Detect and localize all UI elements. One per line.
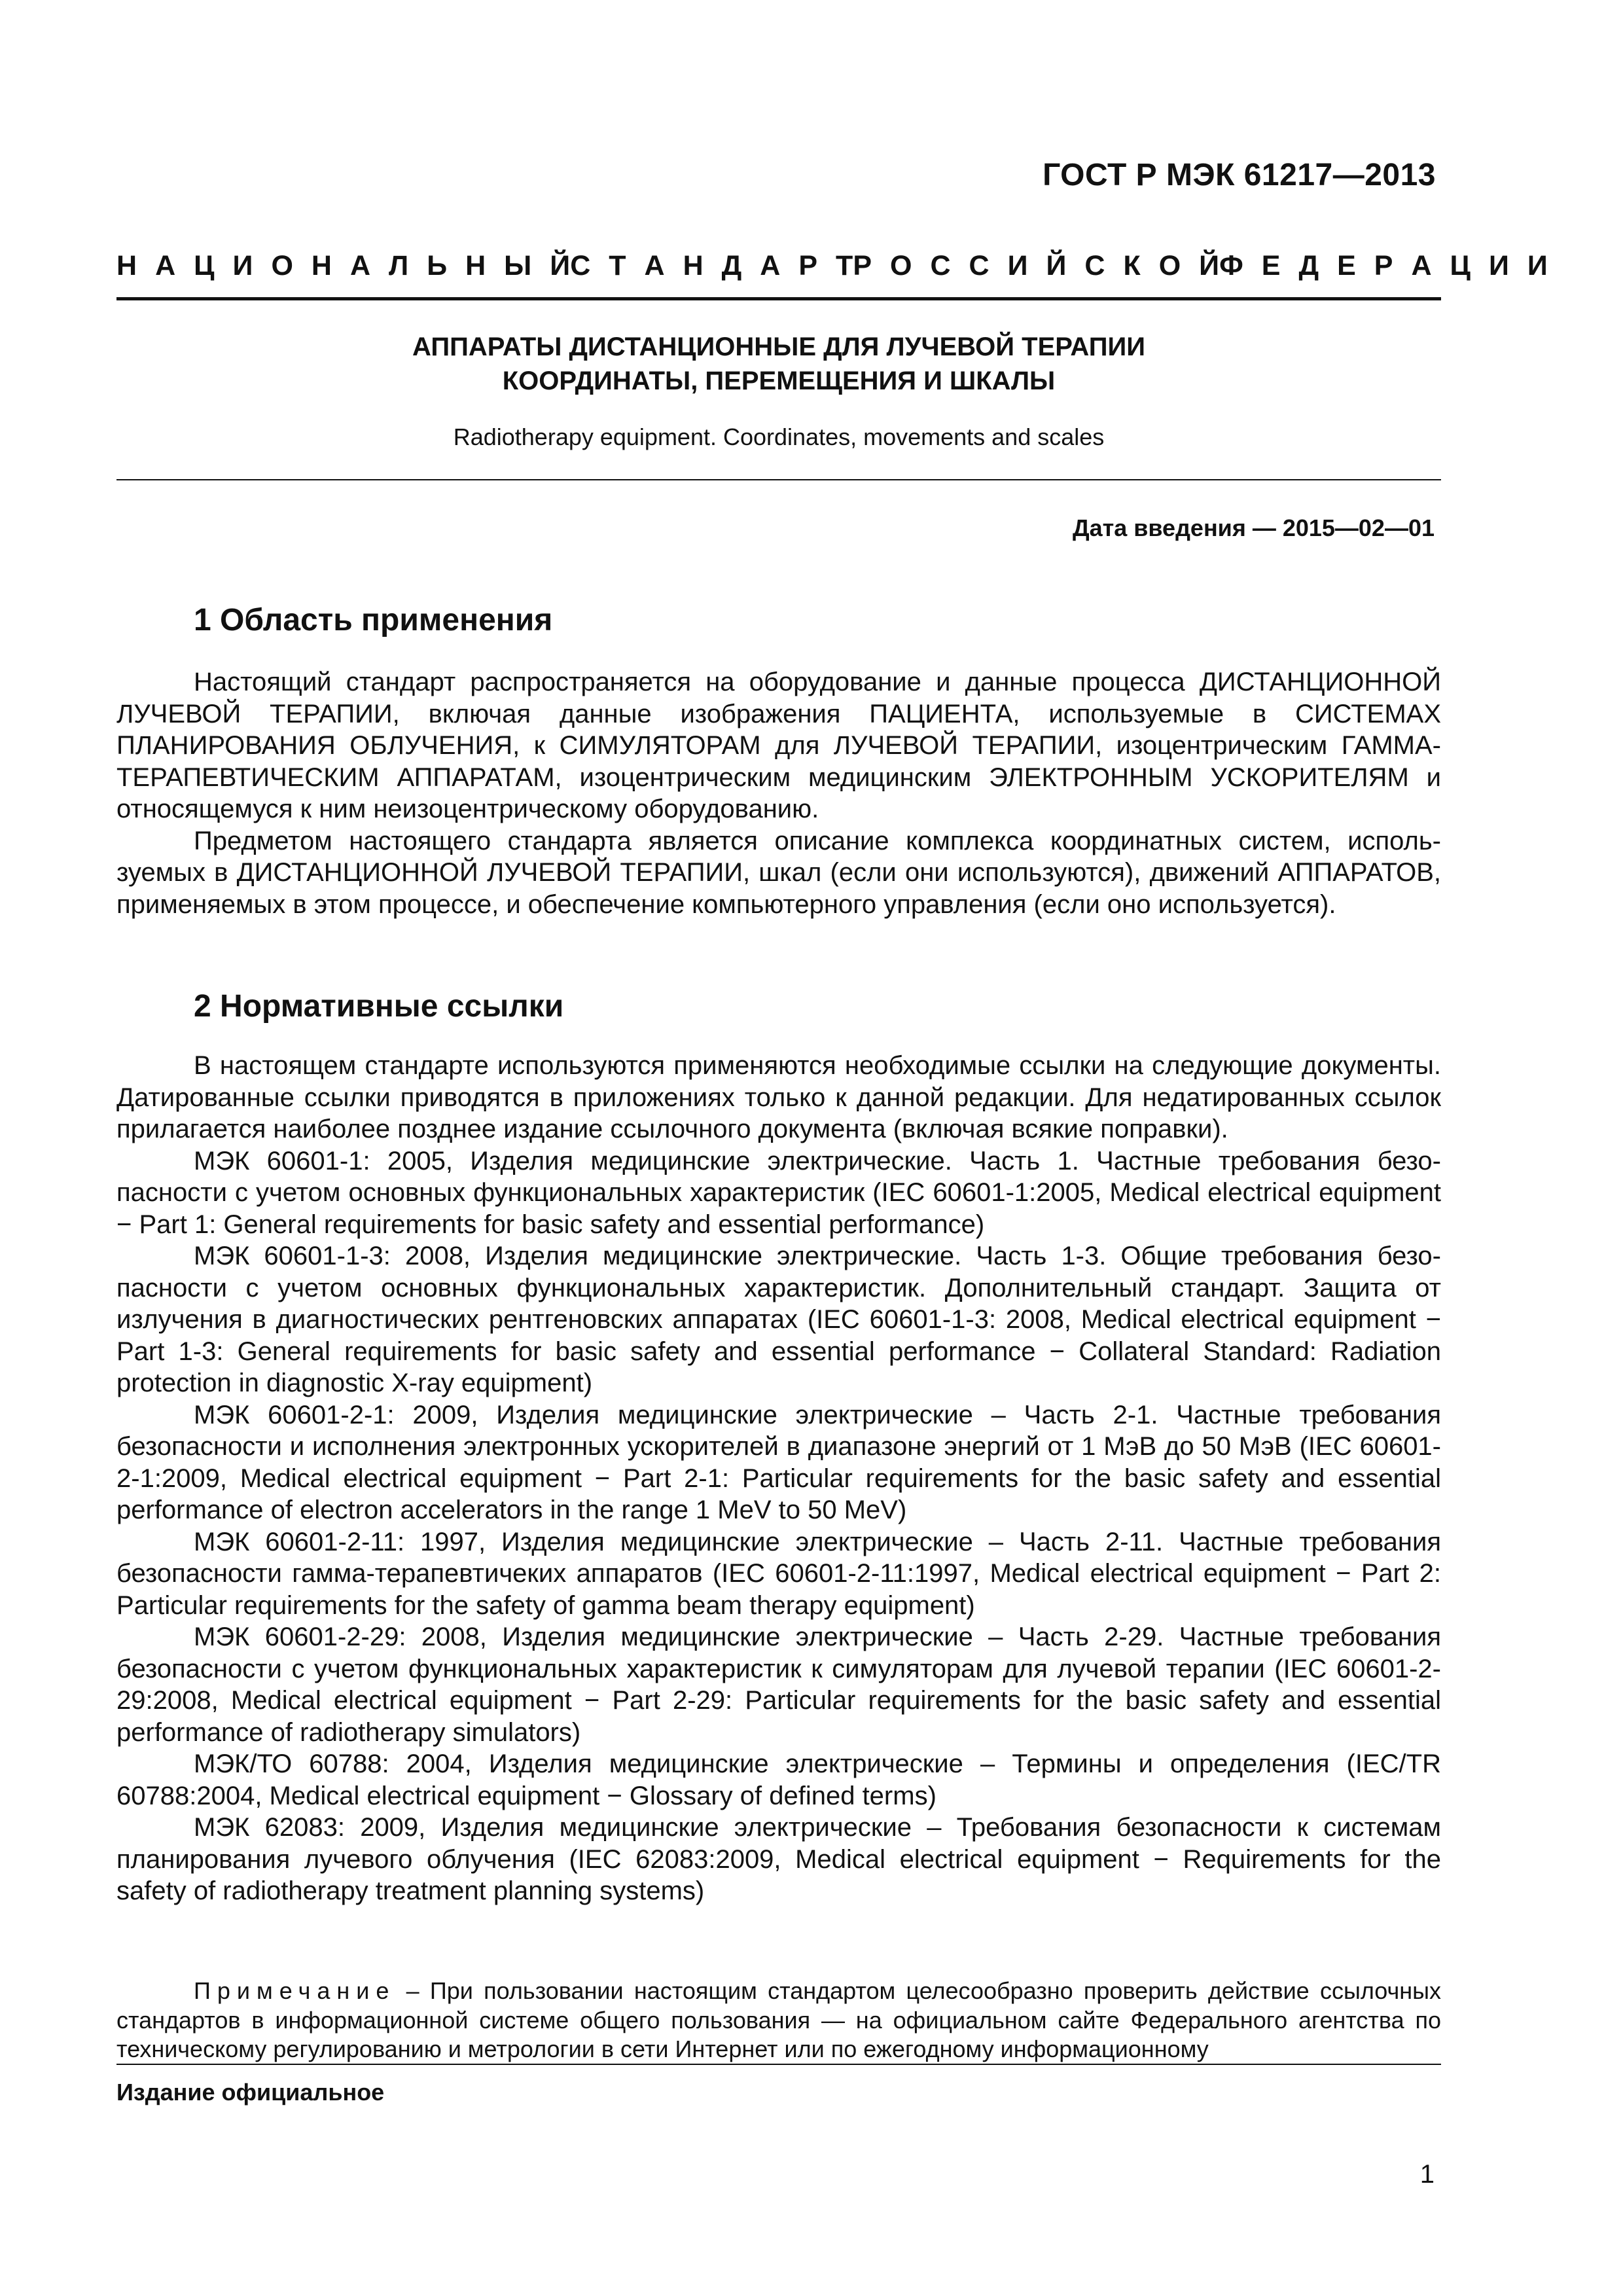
paragraph: В настоящем стандарте используются применяются необходимые ссылки на следующие документы. Датированные ссылки приводятся в приложениях только к данной редакции. Для недатированных ссылок прилагается наиболее позднее издание ссылочного документа (включая всякие поправки). <box>116 1051 1441 1143</box>
note <box>116 1977 1441 2064</box>
reference-item: МЭК 60601-1-3: 2008, Изделия медицинские электрические. Часть 1-3. Общие требования безопасности с учетом основных функциональных характеристик. Дополнительный стандарт. Защита от излучения в диагностических рентгеновских аппаратах (IEC 60601-1-3: 2008, Medical electrical equipment − Part 1-3: General requirements for basic safety and essential performance − Collateral Standard: Radiation protection in diagnostic X-ray equipment) <box>116 1242 1441 1397</box>
banner-word-2: С Т А Н Д А Р Т <box>570 250 853 281</box>
title-block <box>116 330 1441 452</box>
section-2-heading: 2 Нормативные ссылки <box>194 989 564 1024</box>
paragraph: Предметом настоящего стандарта является описание комплекса координатных систем, используемых в ДИСТАНЦИОННОЙ ЛУЧЕВОЙ ТЕРАПИИ, шкал (если они используются), движений АППАРАТОВ, применяемых в этом процессе, и обеспечение компьютерного управления (если оно используется). <box>116 826 1441 919</box>
reference-item: МЭК 62083: 2009, Изделия медицинские электрические – Требования безопасности к системам планирования лучевого облучения (IEC 62083:2009, Medical electrical equipment − Requirements for the safety of radiotherapy treatment planning systems) <box>116 1813 1441 1905</box>
reference-item: МЭК/ТО 60788: 2004, Изделия медицинские электрические – Термины и определения (IEC/TR 60788:2004, Medical electrical equipment − Glossary of defined terms) <box>116 1749 1441 1810</box>
reference-item: МЭК 60601-2-29: 2008, Изделия медицинские электрические – Часть 2-29. Частные требования безопасности с учетом функциональных характеристик к симуляторам для лучевой терапии (IEC 60601-2-29:2008, Medical electrical equipment − Part 2-29: Particular requirements for the basic safety and essential performance of radiotherapy simulators) <box>116 1623 1441 1747</box>
banner-word-3: Р О С С И Й С К О Й <box>853 250 1220 281</box>
section-2-body <box>116 1050 1441 1907</box>
document-id: ГОСТ Р МЭК 61217—2013 <box>1043 158 1436 192</box>
paragraph: Настоящий стандарт распространяется на оборудование и данные процесса ДИСТАНЦИОННОЙ ЛУЧЕВОЙ ТЕРАПИИ, включая данные изображения ПАЦИЕНТА, используемые в СИСТЕМАХ ПЛАНИРОВАНИЯ ОБЛУЧЕНИЯ, к СИМУЛЯТОРАМ для ЛУЧЕВОЙ ТЕРАПИИ, изоцентрическим ГАММА-ТЕРАПЕВТИЧЕСКИМ АППАРАТАМ, изоцентрическим медицинским ЭЛЕКТРОННЫМ УСКОРИТЕЛЯМ и относящемуся к ним неизоцентрическому оборудованию. <box>116 668 1441 823</box>
footer-rule <box>116 2064 1441 2065</box>
title-line-1: АППАРАТЫ ДИСТАНЦИОННЫЕ ДЛЯ ЛУЧЕВОЙ ТЕРАПИИ <box>412 332 1146 361</box>
section-1-body <box>116 666 1441 920</box>
header-rule <box>116 297 1441 300</box>
reference-item: МЭК 60601-2-1: 2009, Изделия медицинские электрические – Часть 2-1. Частные требования безопасности и исполнения электронных ускорителей в диапазоне энергий от 1 МэВ до 50 МэВ (IEC 60601-2-1:2009, Medical electrical equipment − Part 2-1: Particular requirements for the basic safety and essential performance of electron accelerators in the range 1 MeV to 50 MeV) <box>116 1400 1441 1524</box>
reference-item: МЭК 60601-1: 2005, Изделия медицинские электрические. Часть 1. Частные требования безопасности с учетом основных функциональных характеристик (IEC 60601-1:2005, Medical electrical equipment − Part 1: General requirements for basic safety and essential performance) <box>116 1146 1441 1239</box>
title-rule <box>116 479 1441 480</box>
note-label: Примечание <box>194 1977 396 2004</box>
banner-word-4: Ф Е Д Е Р А Ц И И <box>1219 250 1548 281</box>
official-edition-label: Издание официальное <box>116 2079 385 2106</box>
page-number: 1 <box>1419 2160 1435 2189</box>
introduction-date: Дата введения — 2015—02—01 <box>1072 514 1435 541</box>
note-text: – При пользовании настоящим стандартом целесообразно проверить действие ссылочных стандартов в информационной системе общего пользования — на официальном сайте Федерального агентства по техническому регулированию и метрологии в сети Интернет или по ежегодному информационному <box>116 1977 1441 2062</box>
national-standard-banner <box>116 250 1548 282</box>
banner-word-1: Н А Ц И О Н А Л Ь Н Ы Й <box>116 250 571 281</box>
reference-item: МЭК 60601-2-11: 1997, Изделия медицинские электрические – Часть 2-11. Частные требования безопасности гамма-терапевтичеких аппаратов (IEC 60601-2-11:1997, Medical electrical equipment − Part 2: Particular requirements for the safety of gamma beam therapy equipment) <box>116 1527 1441 1620</box>
title-line-2: КООРДИНАТЫ, ПЕРЕМЕЩЕНИЯ И ШКАЛЫ <box>502 367 1056 395</box>
section-1-heading: 1 Область применения <box>194 603 553 637</box>
english-title: Radiotherapy equipment. Coordinates, movements and scales <box>453 423 1105 450</box>
